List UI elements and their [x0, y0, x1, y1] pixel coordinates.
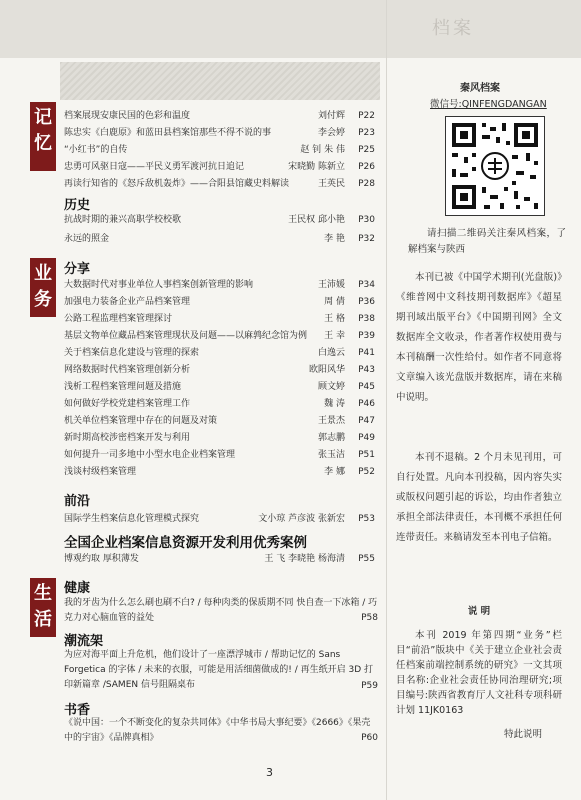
chaoliu-text[interactable]: 为应对海平面上升危机，他们设计了一座漂浮城市 / 帮助记忆的 Sans Forgetica 的字体 / 未来的衣服，可能是用活细菌做成的! / 再生纸开启 3D 打印新篇章 /SAMEN 信号阻隔桌布 P59: [64, 650, 378, 691]
toc-row[interactable]: 国际学生档案信息化管理模式探究 文小琼 芦彦波 张新宏 P53: [64, 514, 375, 524]
section-heading-fenxiang: 分享: [64, 262, 91, 277]
toc-row[interactable]: 忠勇可风驱日寇——平民义勇军渡河抗日追记 宋晓勤 陈新立 P26: [64, 162, 375, 172]
toc-row[interactable]: 加强电力装备企业产品档案管理 周 倩 P36: [64, 297, 375, 307]
shuoming-heading: 说 明: [467, 606, 491, 617]
toc-row[interactable]: 抗战时期的兼兴高职学校校歌 王民权 邱小艳 P30: [64, 215, 375, 225]
toc-row[interactable]: 机关单位档案管理中存在的问题及对策 王景杰 P47: [64, 416, 375, 426]
toc-row[interactable]: 如何做好学校党建档案管理工作 魏 涛 P46: [64, 399, 375, 409]
toc-row[interactable]: 大数据时代对事业单位人事档案创新管理的影响 王沛媛 P34: [64, 280, 375, 290]
shuxiang-text[interactable]: 《说中国：一个不断变化的复杂共同体》《中华书局大事纪要》《2666》《果壳中的宇宙》《品牌真相》 P60: [64, 718, 378, 743]
toc-row[interactable]: 浅谈村级档案管理 李 娜 P52: [64, 467, 375, 477]
notice-collection: 本刊已被《中国学术期刊(光盘版)》《维普网中文科技期刊数据库》《超星期刊域出版平台》《中国期刊网》全文数据库全文收录，作者著作权使用费与本刊稿酬一次性给付。如作者不同意将文章编入该光盘版并数据库，请在来稿中说明。: [396, 272, 562, 403]
toc-row[interactable]: 新时期高校涉密档案开发与利用 郭志鹏 P49: [64, 433, 375, 443]
scan-instruction: 请扫描二维码关注秦风档案，了解档案与陕西: [408, 228, 566, 255]
toc-row[interactable]: 博观约取 厚积薄发 王 飞 李晓艳 杨海清 P55: [64, 554, 375, 564]
section-heading-lishi: 历史: [64, 198, 91, 213]
toc-row[interactable]: 浅析工程档案管理问题及措施 顾文婷 P45: [64, 382, 375, 392]
section-heading-jiankang: 健康: [64, 581, 91, 596]
brand-name: 秦风档案: [460, 83, 500, 94]
decorative-block: [60, 62, 380, 100]
toc-row[interactable]: 陈忠实《白鹿原》和蓝田县档案馆那些不得不说的事 李会婷 P23: [64, 128, 375, 138]
section-heading-quanguo: 全国企业档案信息资源开发利用优秀案例: [64, 535, 307, 551]
notice-correction: 本刊 2019 年第四期“业务”栏目“前沿”版块中《关于建立企业社会责任档案前端控制系统的研究》一文其项目名称:企业社会责任协同治理研究;项目编号:陕西省教育厅人文社科专项科研计划 11JK0163: [396, 630, 562, 716]
toc-row[interactable]: 网络数据时代档案管理创新分析 欧阳风华 P43: [64, 365, 375, 375]
qr-code-icon[interactable]: [445, 116, 545, 216]
tab-shenghuo: 生活: [30, 578, 56, 637]
column-divider: [386, 0, 387, 800]
top-band: [0, 0, 581, 58]
toc-row[interactable]: 档案展现安康民国的色彩和温度 刘付辉 P22: [64, 111, 375, 121]
toc-row[interactable]: 公路工程监理档案管理探讨 王 格 P38: [64, 314, 375, 324]
toc-row[interactable]: 关于档案信息化建设与管理的探索 白逸云 P41: [64, 348, 375, 358]
toc-row[interactable]: 如何提升一司多地中小型水电企业档案管理 张玉洁 P51: [64, 450, 375, 460]
section-heading-shuxiang: 书香: [64, 703, 91, 718]
ghost-text: 档案: [432, 18, 474, 39]
toc-row[interactable]: 再读行知省的《怒斥敌机轰炸》——合阳县馆藏史料解读 王英民 P28: [64, 179, 375, 189]
section-heading-chaoliu: 潮流架: [64, 634, 104, 649]
section-heading-qianyan: 前沿: [64, 494, 91, 509]
toc-row[interactable]: 基层文物单位藏品档案管理现状及问题——以麻鹑纪念馆为例 王 幸 P39: [64, 331, 375, 341]
toc-row[interactable]: “小红书”的自传 赵 钊 朱 伟 P25: [64, 145, 375, 155]
tab-jiyi: 记忆: [30, 102, 56, 171]
tebie-shuoming: 特此说明: [503, 729, 542, 740]
wechat-id: 微信号:QINFENGDANGAN: [430, 99, 547, 110]
notice-copyright: 本刊不退稿。2 个月未见刊用，可自行处置。凡向本刊投稿，因内容失实或版权问题引起的诉讼，均由作者独立承担全部法律责任，本刊概不承担任何连带责任。来稿请发至本刊电子信箱。: [396, 452, 562, 543]
tab-yewu: 业务: [30, 258, 56, 317]
jiankang-text[interactable]: 我的牙齿为什么怎么刷也刷不白? / 每种肉类的保质期不同 快自查一下冰箱 / 巧克力对心脑血管的益处 P58: [64, 598, 378, 623]
page-number: 3: [266, 766, 273, 779]
toc-row[interactable]: 永远的照金 李 艳 P32: [64, 234, 375, 244]
